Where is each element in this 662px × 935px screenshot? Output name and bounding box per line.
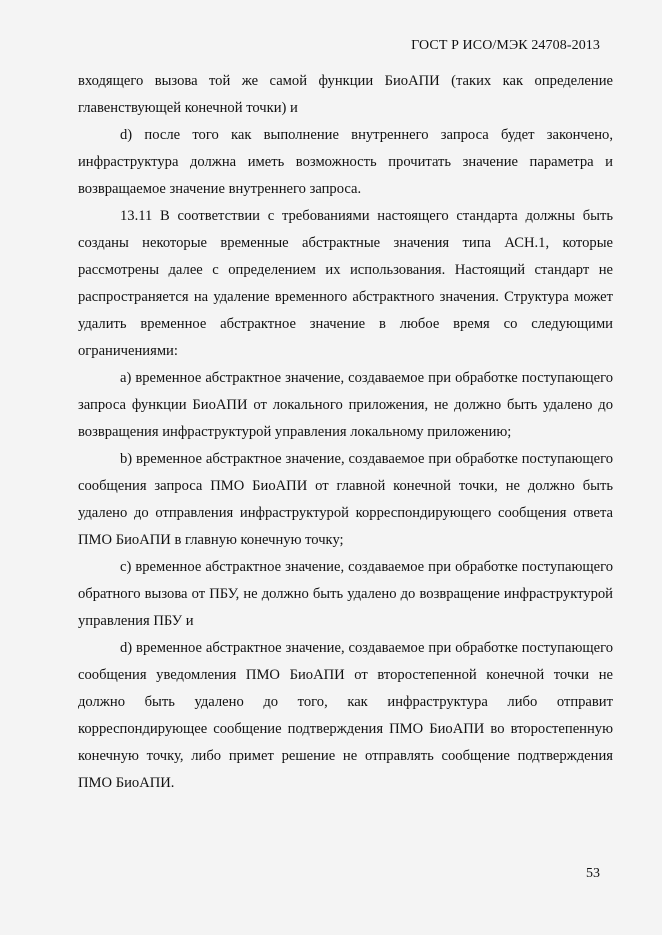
paragraph-item-c: c) временное абстрактное значение, создаваемое при обработке поступающего обратного вызова от ПБУ, не должно быть удалено до возвращение инфраструктурой управления ПБУ и	[78, 559, 613, 629]
paragraph-continuation: входящего вызова той же самой функции БиоАПИ (таких как определение главенствующей конечной точки) и	[78, 73, 613, 116]
document-header: ГОСТ Р ИСО/МЭК 24708-2013	[411, 38, 600, 53]
paragraph-item-d-second: d) временное абстрактное значение, создаваемое при обработке поступающего сообщения уведомления ПМО БиоАПИ от второстепенной конечной точки не должно быть удалено до того, как инфраструктура либо отправит корреспондирующее сообщение подтверждения ПМО БиоАПИ во второстепенную конечную точку, либо примет решение не отправлять сообщение подтверждения ПМО БиоАПИ.	[78, 640, 613, 791]
page-number: 53	[586, 866, 600, 881]
paragraph-item-a: а) временное абстрактное значение, создаваемое при обработке поступающего запроса функции БиоАПИ от локального приложения, не должно быть удалено до возвращения инфраструктурой управления локальному приложению;	[78, 370, 613, 440]
paragraph-item-d-first: d) после того как выполнение внутреннего запроса будет закончено, инфраструктура должна иметь возможность прочитать значение параметра и возвращаемое значение внутреннего запроса.	[78, 127, 613, 197]
paragraph-section-13-11: 13.11 В соответствии с требованиями настоящего стандарта должны быть созданы некоторые временные абстрактные значения типа АСН.1, которые рассмотрены далее с определением их использования. Настоящий стандарт не распространяется на удаление временного абстрактного значения. Структура может удалить временное абстрактное значение в любое время со следующими ограничениями:	[78, 208, 613, 359]
document-body	[78, 68, 613, 797]
paragraph-item-b: b) временное абстрактное значение, создаваемое при обработке поступающего сообщения запроса ПМО БиоАПИ от главной конечной точки, не должно быть удалено до отправления инфраструктурой корреспондирующего сообщения ответа ПМО БиоАПИ в главную конечную точку;	[78, 451, 613, 548]
